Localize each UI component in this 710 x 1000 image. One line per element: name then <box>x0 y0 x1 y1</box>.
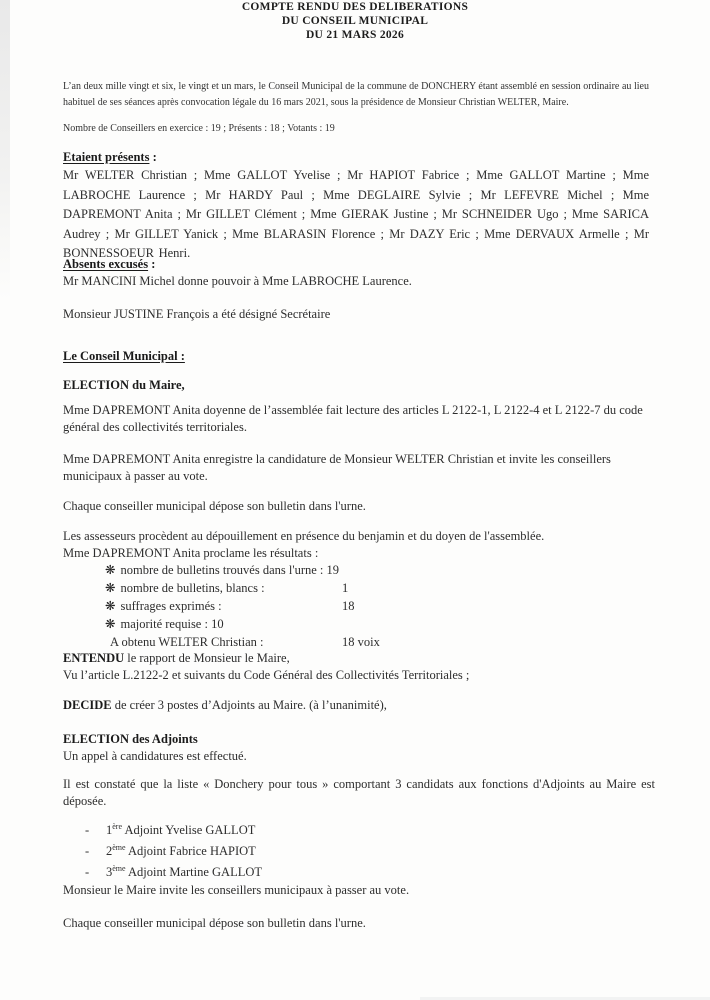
adjoint-ordinal: 3 <box>106 865 113 879</box>
adjoint-name: Adjoint Yvelise GALLOT <box>122 823 256 837</box>
intro-paragraph: L’an deux mille vingt et six, le vingt et un mars, le Conseil Municipal de la commune de DONCHERY étant assemblé en session ordinaire au lieu habituel de ses séances après convocation légale du 16 mars 2021, sous la présidence de Monsieur Christian WELTER, Maire. <box>63 81 649 108</box>
tellers-line-1: Les assesseurs procèdent au dépouillement en présence du benjamin et du doyen de l'assemblée. <box>63 529 545 543</box>
candidature-paragraph: Mme DAPREMONT Anita enregistre la candidature de Monsieur WELTER Christian et invite les conseillers municipaux à passer au vote. <box>63 452 611 483</box>
asterisk-bullet-icon: ❋ <box>105 617 116 631</box>
result-row <box>105 615 525 633</box>
absents-heading-text: Absents excusés <box>63 257 149 271</box>
presents-heading-colon: : <box>149 150 157 164</box>
result-value: 18 voix <box>342 635 380 649</box>
adjoint-ordinal-suffix: ème <box>112 863 126 873</box>
decide-line <box>63 697 663 714</box>
result-label: nombre de bulletins, blancs : <box>120 581 265 595</box>
result-label: suffrages exprimés : <box>120 599 222 613</box>
adjoint-row <box>85 841 262 862</box>
secretary-line: Monsieur JUSTINE François a été désigné Secrétaire <box>63 307 331 321</box>
adjoint-ordinal: 2 <box>106 844 113 858</box>
entendu-keyword: ENTENDU <box>63 651 125 665</box>
counsellors-counts-line: Nombre de Conseillers en exercice : 19 ; Présents : 18 ; Votants : 19 <box>63 123 335 134</box>
ballot-line-2: Chaque conseiller municipal dépose son bulletin dans l'urne. <box>63 916 366 930</box>
ballot-line-1: Chaque conseiller municipal dépose son bulletin dans l'urne. <box>63 499 366 513</box>
result-row <box>105 633 525 651</box>
decide-rest: de créer 3 postes d’Adjoints au Maire. (à l’unanimité), <box>111 698 387 712</box>
result-label: nombre de bulletins trouvés dans l'urne : 19 <box>120 563 340 577</box>
presents-names-paragraph: Mr WELTER Christian ; Mme GALLOT Yvelise ; Mr HAPIOT Fabrice ; Mme GALLOT Martine ; Mme LABROCHE Laurence ; Mr HARDY Paul ; Mme DEGLAIRE Sylvie ; Mr LEFEVRE Michel ; Mme DAPREMONT Anita ; Mr GILLET Clément ; Mme GIERAK Justine ; Mr SCHNEIDER Ugo ; Mme SARICA Audrey ; Mr GILLET Yanick ; Mme BLARASIN Florence ; Mr DAZY Eric ; Mme DERVAUX Armelle ; Mr BONNESSOEUR Henri. <box>63 168 649 260</box>
title-line-2: DU CONSEIL MUNICIPAL <box>281 15 429 27</box>
articles-paragraph: Mme DAPREMONT Anita doyenne de l’assemblée fait lecture des articles L 2122-1, L 2122-4 et L 2122-7 du code général des collectivités territoriales. <box>63 403 643 434</box>
tellers-paragraph <box>63 528 683 562</box>
result-value: 18 <box>342 599 355 613</box>
result-label: majorité requise : 10 <box>120 617 224 631</box>
asterisk-bullet-icon: ❋ <box>105 563 116 577</box>
adjoint-name: Adjoint Fabrice HAPIOT <box>125 844 256 858</box>
council-heading-text: Le Conseil Municipal : <box>63 349 185 363</box>
list-paragraph: Il est constaté que la liste « Donchery pour tous » comportant 3 candidats aux fonctions d'Adjoints au Maire est déposée. <box>63 777 655 808</box>
adjoints-list <box>85 820 262 883</box>
adjoint-name: Adjoint Martine GALLOT <box>125 865 263 879</box>
dash-bullet: - <box>85 823 90 837</box>
asterisk-bullet-icon: ❋ <box>105 581 116 595</box>
scan-edge-artifact <box>0 0 10 300</box>
vote-results-list <box>105 561 525 651</box>
adjoint-ordinal-suffix: ère <box>112 821 123 831</box>
result-value: 1 <box>342 581 349 595</box>
dash-bullet: - <box>85 844 90 858</box>
entendu-line <box>63 650 663 667</box>
presents-heading <box>63 149 157 166</box>
absents-heading <box>63 256 155 273</box>
council-heading <box>63 348 185 365</box>
title-line-1: COMPTE RENDU DES DELIBERATIONS <box>241 1 469 13</box>
vu-line: Vu l’article L.2122-2 et suivants du Code Général des Collectivités Territoriales ; <box>63 668 470 682</box>
presents-heading-text: Etaient présents <box>63 150 150 164</box>
asterisk-bullet-icon: ❋ <box>105 599 116 613</box>
decide-keyword: DECIDE <box>63 698 112 712</box>
adjoint-row <box>85 862 262 883</box>
election-adjoints-heading: ELECTION des Adjoints <box>63 732 198 746</box>
call-for-candidates-line: Un appel à candidatures est effectué. <box>63 749 247 763</box>
adjoint-ordinal: 1 <box>106 823 113 837</box>
tellers-line-2: Mme DAPREMONT Anita proclame les résultats : <box>63 546 319 560</box>
result-label: A obtenu WELTER Christian : <box>110 635 264 649</box>
document-title <box>0 0 710 42</box>
result-row <box>105 579 525 597</box>
election-maire-heading: ELECTION du Maire, <box>63 378 185 392</box>
entendu-block <box>63 650 663 684</box>
absents-heading-colon: : <box>148 257 156 271</box>
invite-vote-line: Monsieur le Maire invite les conseillers municipaux à passer au vote. <box>63 883 410 897</box>
absents-text: Mr MANCINI Michel donne pouvoir à Mme LABROCHE Laurence. <box>63 274 412 288</box>
title-line-3: DU 21 MARS 2026 <box>305 29 405 41</box>
result-row <box>105 597 525 615</box>
dash-bullet: - <box>85 865 90 879</box>
entendu-rest: le rapport de Monsieur le Maire, <box>124 651 290 665</box>
adjoint-ordinal-suffix: ème <box>112 842 126 852</box>
adjoint-row <box>85 820 262 841</box>
result-row <box>105 561 525 579</box>
